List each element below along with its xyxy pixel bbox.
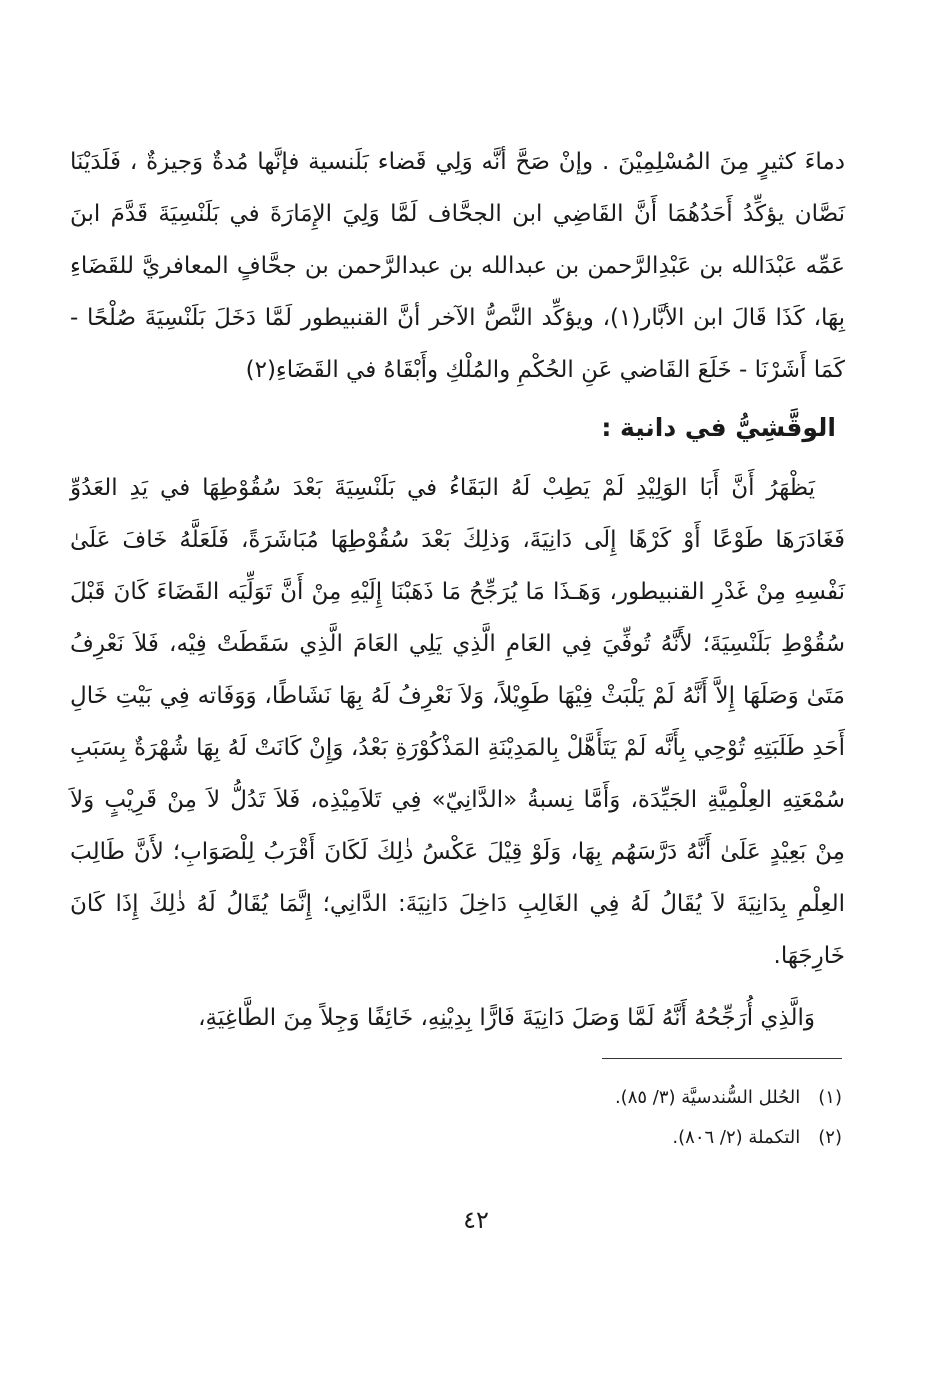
paragraph-1: دماءَ كثيرٍ مِنَ المُسْلِمِيْنَ . وإنْ صَحَّ أنَّه وَلِي قَضاء بَلَنسية فإنَّها مُدةٌ وَجيزةٌ ، فَلَدَيْنَا نَصَّان يؤكِّدُ أَحَدُهُمَا أَنَّ القَاضِي ابن الجحَّاف لَمَّا وَلِيَ الإِمَارَةَ في بَلَنْسِيَةَ قَدَّمَ ابنَ عَمِّه عَبْدَالله بن عَبْدِالرَّحمن بن عبدالله بن عبدالرَّحمن بن جحَّافٍ المعافريَّ للقَضَاءِ بِهَا، كَذَا قَالَ ابن الأبَّار(١)، ويؤكِّد النَّصُّ الآخر أنَّ القنبيطور لَمَّا دَخَلَ بَلَنْسِيَةَ صُلْحًا - كَمَا أَشَرْنَا - خَلَعَ القَاضي عَنِ الحُكْمِ والمُلْكِ وأَبْقَاهُ في القَضَاءِ(٢) [70,149,846,383]
section-heading: الوقَّشِيُّ في دانية : [601,413,836,442]
footnote-item [242,1118,842,1158]
footnote-number: (١) [818,1087,842,1108]
footnote-separator [602,1058,842,1059]
footnote-text: الحُلل السُّندسيَّة (٣/ ٨٥). [614,1087,801,1108]
footnote-item [242,1078,842,1118]
footnotes-list [242,1078,842,1158]
footnote-number: (٢) [818,1127,842,1148]
footnote-text: التكملة (٢/ ٨٠٦). [672,1127,801,1148]
paragraph-3: وَالَّذِي أُرَجِّحُهُ أَنَّهُ لَمَّا وَصَلَ دَانِيَةَ فَارًّا بِدِيْنِهِ، خَائِفًا وَجِلاً مِنَ الطَّاغِيَةِ، [198,1005,815,1031]
paragraph-2: يَظْهَرُ أَنَّ أَبَا الوَلِيْدِ لَمْ يَطِبْ لَهُ البَقَاءُ في بَلَنْسِيَةَ بَعْدَ سُقُوْطِهَا في يَدِ العَدُوِّ فَغَادَرَهَا طَوْعًا أَوْ كَرْهًا إِلَى دَانِيَةَ، وَذلِكَ بَعْدَ سُقُوْطِهَا مُبَاشَرَةً، فَلَعَلَّهُ خَافَ عَلَىٰ نَفْسِهِ مِنْ غَدْرِ القنبيطور، وَهَـذَا مَا يُرَجِّحُ مَا ذَهَبْنَا إِلَيْهِ مِنْ أَنَّ تَوَلِّيَه القَضَاءَ كَانَ قَبْلَ سُقُوْطِ بَلَنْسِيَةَ؛ لأَنَّهُ تُوفِّيَ فِي العَامِ الَّذِي يَلِي العَامَ الَّذِي سَقَطَتْ فِيْه، فَلاَ نَعْرِفُ مَتَىٰ وَصَلَهَا إِلاَّ أَنَّهُ لَمْ يَلْبَثْ فِيْهَا طَوِيْلاً، وَلاَ نَعْرِفُ لَهُ بِهَا نَشَاطًا، وَوَفَاته فِي بَيْتِ خَالِ أَحَدِ طَلَبَتِهِ تُوْحِي بِأَنَّه لَمْ يَتَأَهَّلْ بِالمَدِيْنَةِ المَذْكُوْرَةِ بَعْدُ، وَإِنْ كَانَتْ لَهُ بِهَا شُهْرَةٌ بِسَبَبِ سُمْعَتِهِ العِلْمِيَّةِ الجَيِّدَة، وَأَمَّا نِسبةُ «الدَّانِيّ» فِي تَلاَمِيْذِه، فَلاَ تَدُلُّ لاَ مِنْ قَرِيْبٍ وَلاَ مِنْ بَعِيْدٍ عَلَىٰ أَنَّهُ دَرَّسَهُم بِهَا، وَلَوْ قِيْلَ عَكْسُ ذٰلِكَ لَكَانَ أَقْرَبُ لِلْصَوَابِ؛ لأَنَّ طَالِبَ العِلْمِ بِدَانِيَةَ لاَ يُقَالُ لَهُ فِي الغَالِبِ دَاخِلَ دَانِيَةَ: الدَّانِي؛ إِنَّمَا يُقَالُ لَهُ ذٰلِكَ إِذَا كَانَ خَارِجَهَا. [70,475,845,969]
page-number: ٤٢ [463,1206,489,1234]
